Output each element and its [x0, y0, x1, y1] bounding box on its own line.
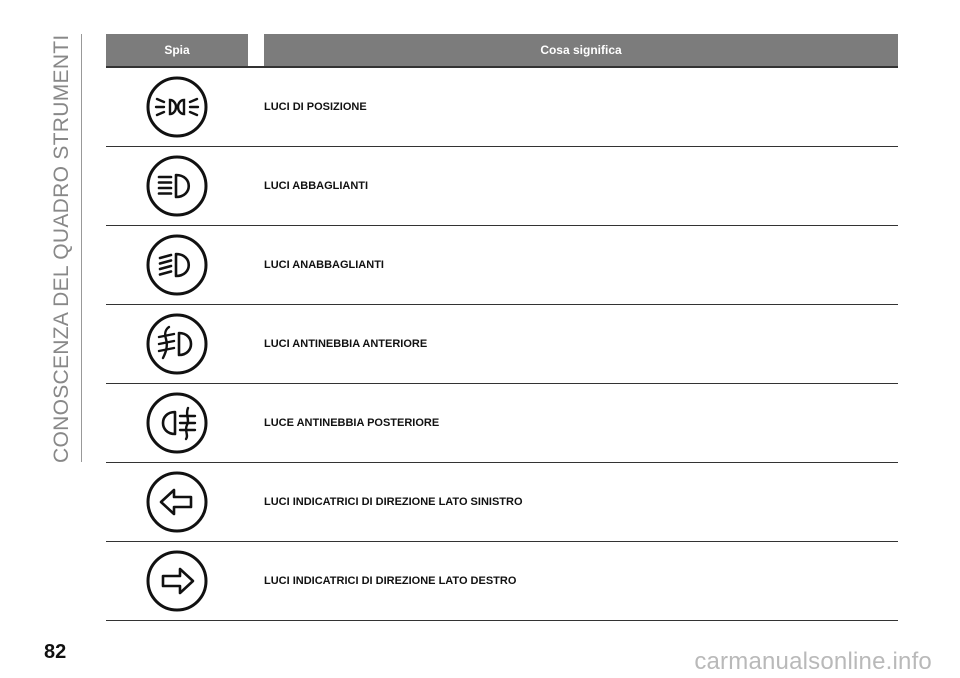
header-cosa-significa: Cosa significa	[264, 34, 898, 66]
row-meaning: LUCI ABBAGLIANTI	[264, 180, 369, 192]
row-meaning: LUCI ANABBAGLIANTI	[264, 259, 384, 271]
table-row	[106, 226, 898, 305]
icon-cell	[106, 549, 248, 613]
front-fog-light-icon	[145, 312, 209, 376]
table-header	[106, 34, 898, 68]
icon-cell	[106, 312, 248, 376]
table-row	[106, 305, 898, 384]
row-meaning: LUCI DI POSIZIONE	[264, 101, 367, 113]
low-beam-icon	[145, 233, 209, 297]
header-gap	[248, 34, 264, 66]
icon-cell	[106, 391, 248, 455]
watermark-text: carmanualsonline.info	[694, 648, 932, 675]
position-lights-icon	[145, 75, 209, 139]
icon-cell	[106, 75, 248, 139]
icon-cell	[106, 470, 248, 534]
row-meaning: LUCI INDICATRICI DI DIREZIONE LATO SINISTRO	[264, 496, 523, 508]
table-row	[106, 147, 898, 226]
page-number: 82	[44, 641, 67, 663]
rear-fog-light-icon	[145, 391, 209, 455]
icon-cell	[106, 154, 248, 218]
side-divider	[81, 34, 82, 462]
table-row	[106, 68, 898, 147]
header-spia: Spia	[106, 34, 248, 66]
row-meaning: LUCI INDICATRICI DI DIREZIONE LATO DESTRO	[264, 575, 517, 587]
right-turn-signal-icon	[145, 549, 209, 613]
row-meaning: LUCE ANTINEBBIA POSTERIORE	[264, 417, 440, 429]
left-turn-signal-icon	[145, 470, 209, 534]
high-beam-icon	[145, 154, 209, 218]
section-side-title: CONOSCENZA DEL QUADRO STRUMENTI	[50, 34, 73, 463]
warning-lights-table	[106, 34, 898, 621]
table-row	[106, 384, 898, 463]
row-meaning: LUCI ANTINEBBIA ANTERIORE	[264, 338, 428, 350]
table-row	[106, 542, 898, 621]
table-row	[106, 463, 898, 542]
icon-cell	[106, 233, 248, 297]
